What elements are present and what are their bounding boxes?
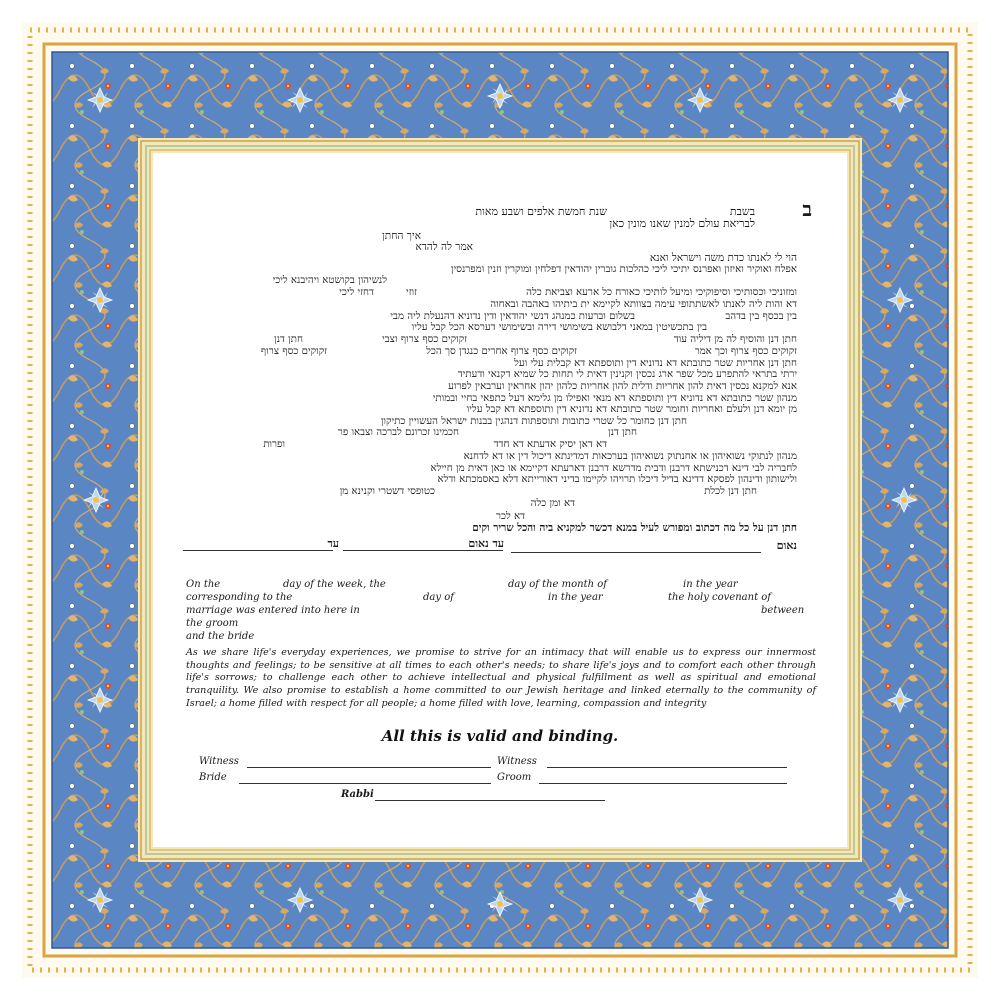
hebrew-line-20a: חכמינו זכרונם לברכה וצבאו פר [337,427,459,438]
english-day-of-month: day of the month of [508,579,607,590]
hebrew-line-8c: דחזי ליכי [339,287,374,298]
hebrew-line-21: ופרות [263,439,285,450]
hebrew-line-18: מן יומא דנן ולעלם ואחריות וחומר שטר כתובתא דא נדוניא דין ותוספתא דא קבל עליו [466,404,797,415]
english-in-the-year-1: in the year [683,579,738,590]
rabbi-line[interactable] [375,800,605,801]
hebrew-line-25: ולישותון ודינהון לפסקא דדינא בדיל דיכלו תרויהו לקיימו בדיני דאורייתא דלא באסמכתא ודלא [437,474,797,485]
hebrew-line-23: מנהון לנתוקי נשואיהון או אחנתוק נשואיהון בערכאות דמדינתא דיכול דין או דא לדחנא [463,451,797,462]
hebrew-line-6: אפלח ואוקיר ואיזון ואפרנס יתיכי ליכי כהלכות גוברין יהודאין דפלחין ומוקרין וזנין ומפרנסין [450,264,797,275]
english-day-of-week: day of the week, the [283,579,386,590]
hebrew-signature-line-1[interactable] [511,552,761,553]
english-the-groom: the groom [186,618,239,629]
hebrew-line-19: חתן דנן כחומר כל שטרי כתובות ותוספתות דנהגין בבנות ישראל העשויין כתיקון [380,416,687,427]
hebrew-line-26b: חתן דנן לכלת [704,486,757,497]
hebrew-line-2: לבריאת עולם למנין שאנו מונין כאן [609,217,755,230]
hebrew-line-12b: זקוקים כסף צרוף וצבי [382,334,467,345]
hebrew-line-1b: שנת חמשת אלפים ושבע מאות [475,205,607,218]
english-between: between [761,605,805,616]
ketubah-text-panel [153,153,847,847]
hebrew-line-11: בין בתכשיטין במאני דלבושא בשימושי דירה ובשימושי דערסא הכל קבל עליו [411,322,707,333]
hebrew-line-3: איך החתן [382,230,421,242]
valid-and-binding-title: All this is valid and binding. [381,727,619,745]
witness-line-1[interactable] [247,767,491,768]
hebrew-line-8b: זוזי [406,287,417,298]
hebrew-line-4: אמר לה להדא [415,241,473,253]
hebrew-line-17: מנהון שטר כתובתא דא נדוניא דין ותוספתא דא מנאי ואפילו מן גלימא דעל כתפאי בחיי ובמותי [432,393,797,404]
hebrew-line-28: דא לכר [495,511,525,522]
hebrew-line-27: דא ומן כלה [530,498,575,509]
hebrew-line-1a: בשבת [729,205,755,218]
groom-label: Groom [497,772,532,783]
witness-label-1: Witness [199,756,239,767]
hebrew-line-14: חתן דנן אחריות שטר כתובתא דא נדוניא דין ותוספתא דא קבלית עלי ועל [514,358,797,369]
bride-line[interactable] [239,783,491,784]
hebrew-signature-line-2[interactable] [343,550,503,551]
hebrew-line-10a: בשלום וברעות כמנהג דנשי יהודאין ודין נדוניא דהנעלת ליה מבי [390,311,635,322]
hebrew-signature-naum: נאום [776,539,797,552]
english-holy-covenant: the holy covenant of [668,592,771,603]
hebrew-line-10b: בין בכסף בין בדהב [725,311,797,322]
hebrew-line-13b: זקוקים כסף צרוף אחרים כנגדן סך הכל [426,346,577,357]
english-corresponding: corresponding to the [186,592,293,603]
hebrew-line-20b: חתן דנן [608,427,637,438]
hebrew-signature-line-3[interactable] [183,550,333,551]
english-and-the-bride: and the bride [186,631,255,642]
hebrew-line-15: ירתי בתראי להתפרע מכל שפר ארג נכסין וקנינין דאית לי תחות כל שמיא דקנאי ודעתיד [457,369,797,380]
witness-line-2[interactable] [547,767,787,768]
hebrew-line-29: חתן דנן על כל מה דכתוב ומפורש לעיל במנא דכשר למקניא ביה והכל שריר וקים [472,522,797,534]
bride-label: Bride [199,772,227,783]
hebrew-signature-ed-naum: עד נאום [468,537,504,550]
hebrew-line-16: אנא למקנא נכסין דאית להון אחריות ודלית להון אחריות כלהון יהון אחראין וערבאין לפרוע [448,381,797,392]
hebrew-initial-bet: ב [802,197,812,221]
hebrew-line-12a: חתן דנן [274,334,303,345]
hebrew-line-9: דא והות ליה לאנתו לאשתתופי עימה בצוותא לקיימא ית ביתיהו באהבה ובאחוה [490,299,797,310]
english-on-the: On the [186,579,221,590]
english-in-the-year-2: in the year [548,592,603,603]
english-day-of: day of [423,592,454,603]
hebrew-signature-ed: עד [327,537,339,550]
witness-label-2: Witness [497,756,537,767]
hebrew-line-24: לחבריה לבי דינא דכנישתא דרבנן ודבית מדרשא דרבנן דארעתא דקיימא או כאן דאית מן חיילא [430,463,797,474]
hebrew-line-13c: זקוקים כסף צרוף וכך אמר [694,346,797,357]
english-marriage-entered: marriage was entered into here in [186,605,360,616]
rabbi-label: Rabbi [341,789,374,800]
groom-line[interactable] [539,783,787,784]
vow-paragraph: As we share life's everyday experiences, we promise to strive for an intimacy that will enable us to express our innermost thoughts and feelings; to be sensitive at all times to each other's needs; to share life's joys and to comfort each other through life's sorrows; to challenge each other to achieve intellectual and physical fulfillment as well as spiritual and emotional tranquility. We also promise to establish a home committed to our Jewish heritage and linked eternally to the community of Israel; a home filled with respect for all people; a home filled with love, learning, compassion and integrity [186,647,816,709]
hebrew-line-26a: כטופסי דשטרי וקנינא מן [339,486,435,497]
hebrew-line-12c: חתן דנן והוסיף לה מן דיליה עוד [673,334,797,345]
hebrew-line-22: דא דאן יסיק אדעתא דא חדד [493,439,607,450]
hebrew-line-5: הוי לי לאנתו כדת משה וישראל ואנא [649,252,797,264]
hebrew-line-13a: זקוקים כסף צרוף [260,346,327,357]
hebrew-line-7: לנשיהון בקושטא ויהיבנא ליכי [272,275,387,286]
hebrew-line-8a: ומזוניכי וכסותיכי וסיפוקיכי ומיעל לותיכי כאורח כל ארעא וצביאת כלה [526,287,797,298]
